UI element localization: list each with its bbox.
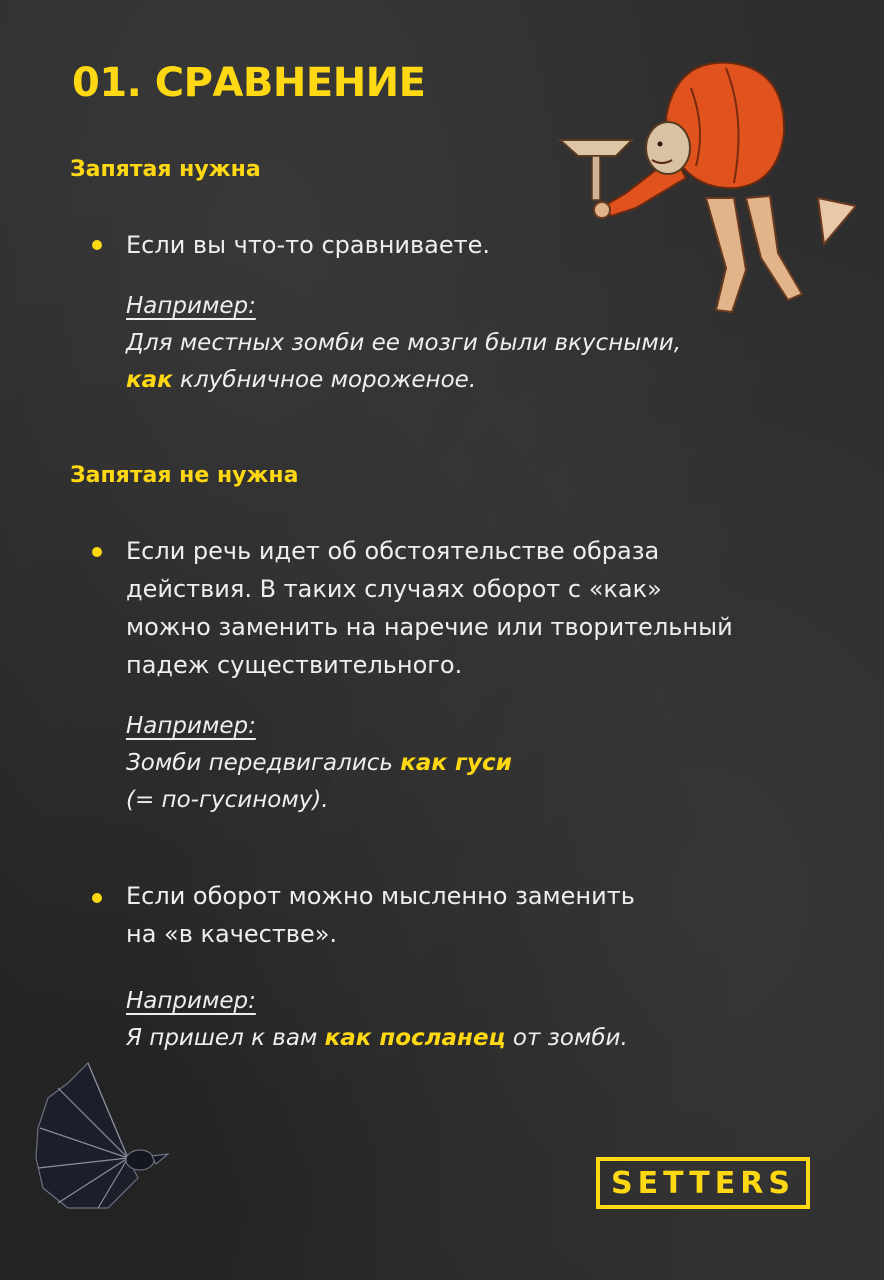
example-line: как клубничное мороженое. bbox=[126, 367, 477, 393]
bullet-icon bbox=[92, 893, 102, 903]
example-line: Для местных зомби ее мозги были вкусными, bbox=[126, 330, 681, 356]
example-line: (= по-гусиному). bbox=[126, 787, 329, 813]
bullet-icon bbox=[92, 547, 102, 557]
highlight-text: как bbox=[126, 367, 173, 393]
example-label: Например: bbox=[126, 713, 256, 739]
list-item-text: Если речь идет об обстоятельстве образа действия. В таких случаях оборот с «как» можно заменить на наречие или творительный падеж существительного. bbox=[126, 537, 733, 679]
logo-text: SETTERS bbox=[611, 1165, 795, 1201]
example-label: Например: bbox=[126, 293, 256, 319]
example-line: Я пришел к вам как посланец от зомби. bbox=[126, 1025, 628, 1051]
example-line: Зомби передвигались как гуси bbox=[126, 750, 512, 776]
example-block bbox=[126, 983, 846, 1057]
bullet-icon bbox=[92, 240, 102, 250]
list-item-text: Если вы что-то сравниваете. bbox=[126, 231, 491, 259]
highlight-text: как посланец bbox=[324, 1025, 506, 1051]
section-heading-comma-not-needed: Запятая не нужна bbox=[70, 463, 299, 488]
setters-logo bbox=[596, 1157, 810, 1209]
bat-illustration bbox=[28, 1058, 188, 1228]
section-heading-comma-needed: Запятая нужна bbox=[70, 157, 261, 182]
example-label: Например: bbox=[126, 988, 256, 1014]
example-block bbox=[126, 288, 846, 399]
jester-illustration bbox=[556, 48, 856, 328]
list-item-text: Если оборот можно мысленно заменить на «в качестве». bbox=[126, 882, 635, 948]
page-title: 01. СРАВНЕНИЕ bbox=[72, 60, 426, 106]
highlight-text: как гуси bbox=[400, 750, 512, 776]
example-block bbox=[126, 708, 846, 819]
